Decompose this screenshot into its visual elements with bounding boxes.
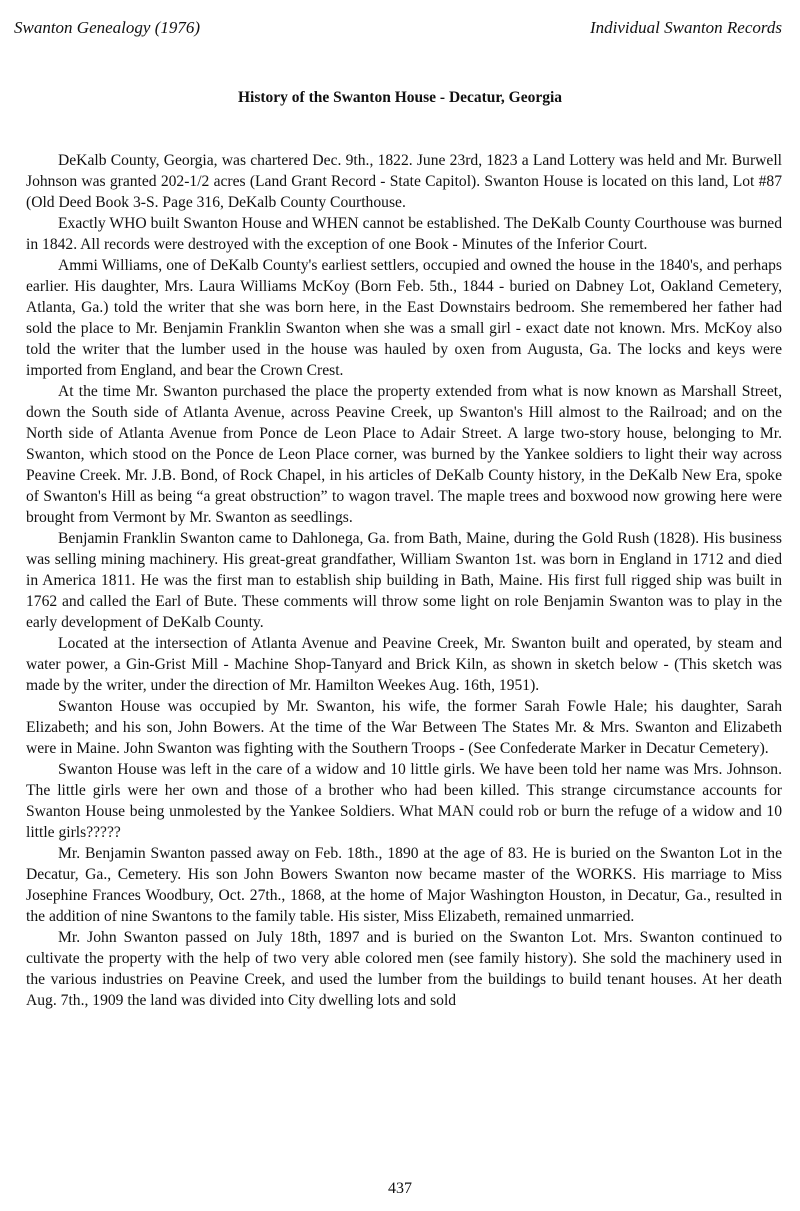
paragraph: Benjamin Franklin Swanton came to Dahlonega, Ga. from Bath, Maine, during the Gold Rush (1828). His business was selling mining machinery. His great-great grandfather, William Swanton 1st. was born in England in 1712 and died in America 1811. He was the first man to establish ship building in Bath, Maine. His first full rigged ship was built in 1762 and called the Earl of Bute. These comments will throw some light on role Benjamin Swanton was to play in the early development of DeKalb County. <box>26 530 782 631</box>
paragraph: Mr. Benjamin Swanton passed away on Feb. 18th., 1890 at the age of 83. He is buried on the Swanton Lot in the Decatur, Ga., Cemetery. His son John Bowers Swanton now became master of the WORKS. His marriage to Miss Josephine Frances Woodbury, Oct. 27th., 1868, at the home of Major Washington Houston, in Decatur, Ga., resulted in the addition of nine Swantons to the family table. His sister, Miss Elizabeth, remained unmarried. <box>26 845 782 925</box>
body-text <box>26 150 782 1011</box>
running-header-right: Individual Swanton Records <box>589 18 782 37</box>
paragraph: Ammi Williams, one of DeKalb County's earliest settlers, occupied and owned the house in the 1840's, and perhaps earlier. His daughter, Mrs. Laura Williams McKoy (Born Feb. 5th., 1844 - buried on Dabney Lot, Oakland Cemetery, Atlanta, Ga.) told the writer that she was born here, in the East Downstairs bedroom. She remembered her father had sold the place to Mr. Benjamin Franklin Swanton when she was a small girl - exact date not known. Mrs. McKoy also told the writer that the lumber used in the house was hauled by oxen from Augusta, Ga. The locks and keys were imported from England, and bear the Crown Crest. <box>26 257 782 379</box>
paragraph: Located at the intersection of Atlanta Avenue and Peavine Creek, Mr. Swanton built and operated, by steam and water power, a Gin-Grist Mill - Machine Shop-Tanyard and Brick Kiln, as shown in sketch below - (This sketch was made by the writer, under the direction of Mr. Hamilton Weekes Aug. 16th, 1951). <box>26 635 782 694</box>
paragraph: DeKalb County, Georgia, was chartered Dec. 9th., 1822. June 23rd, 1823 a Land Lottery was held and Mr. Burwell Johnson was granted 202-1/2 acres (Land Grant Record - State Capitol). Swanton House is located on this land, Lot #87 (Old Deed Book 3-S. Page 316, DeKalb County Courthouse. <box>26 152 782 211</box>
page-number: 437 <box>388 1180 412 1197</box>
paragraph: Mr. John Swanton passed on July 18th, 1897 and is buried on the Swanton Lot. Mrs. Swanton continued to cultivate the property with the help of two very able colored men (see family history). She sold the machinery used in the various industries on Peavine Creek, and used the lumber from the buildings to build tenant houses. At her death Aug. 7th., 1909 the land was divided into City dwelling lots and sold <box>26 929 782 1009</box>
paragraph: Exactly WHO built Swanton House and WHEN cannot be established. The DeKalb County Courthouse was burned in 1842. All records were destroyed with the exception of one Book - Minutes of the Inferior Court. <box>26 215 782 253</box>
page-title: History of the Swanton House - Decatur, Georgia <box>237 89 563 106</box>
paragraph: Swanton House was occupied by Mr. Swanton, his wife, the former Sarah Fowle Hale; his daughter, Sarah Elizabeth; and his son, John Bowers. At the time of the War Between The States Mr. & Mrs. Swanton and Elizabeth were in Maine. John Swanton was fighting with the Southern Troops - (See Confederate Marker in Decatur Cemetery). <box>26 698 782 757</box>
paragraph: Swanton House was left in the care of a widow and 10 little girls. We have been told her name was Mrs. Johnson. The little girls were her own and those of a brother who had been killed. This strange circumstance accounts for Swanton House being unmolested by the Yankee Soldiers. What MAN could rob or burn the refuge of a widow and 10 little girls????? <box>26 761 782 841</box>
paragraph: At the time Mr. Swanton purchased the place the property extended from what is now known as Marshall Street, down the South side of Atlanta Avenue, across Peavine Creek, up Swanton's Hill almost to the Railroad; and on the North side of Atlanta Avenue from Ponce de Leon Place to Adair Street. A large two-story house, belonging to Mr. Swanton, which stood on the Ponce de Leon Place corner, was burned by the Yankee soldiers to light their way across Peavine Creek. Mr. J.B. Bond, of Rock Chapel, in his articles of DeKalb County history, in the DeKalb New Era, spoke of Swanton's Hill as being “a great obstruction” to wagon travel. The maple trees and boxwood now growing here were brought from Vermont by Mr. Swanton as seedlings. <box>26 383 782 526</box>
running-header-left: Swanton Genealogy (1976) <box>14 18 201 37</box>
